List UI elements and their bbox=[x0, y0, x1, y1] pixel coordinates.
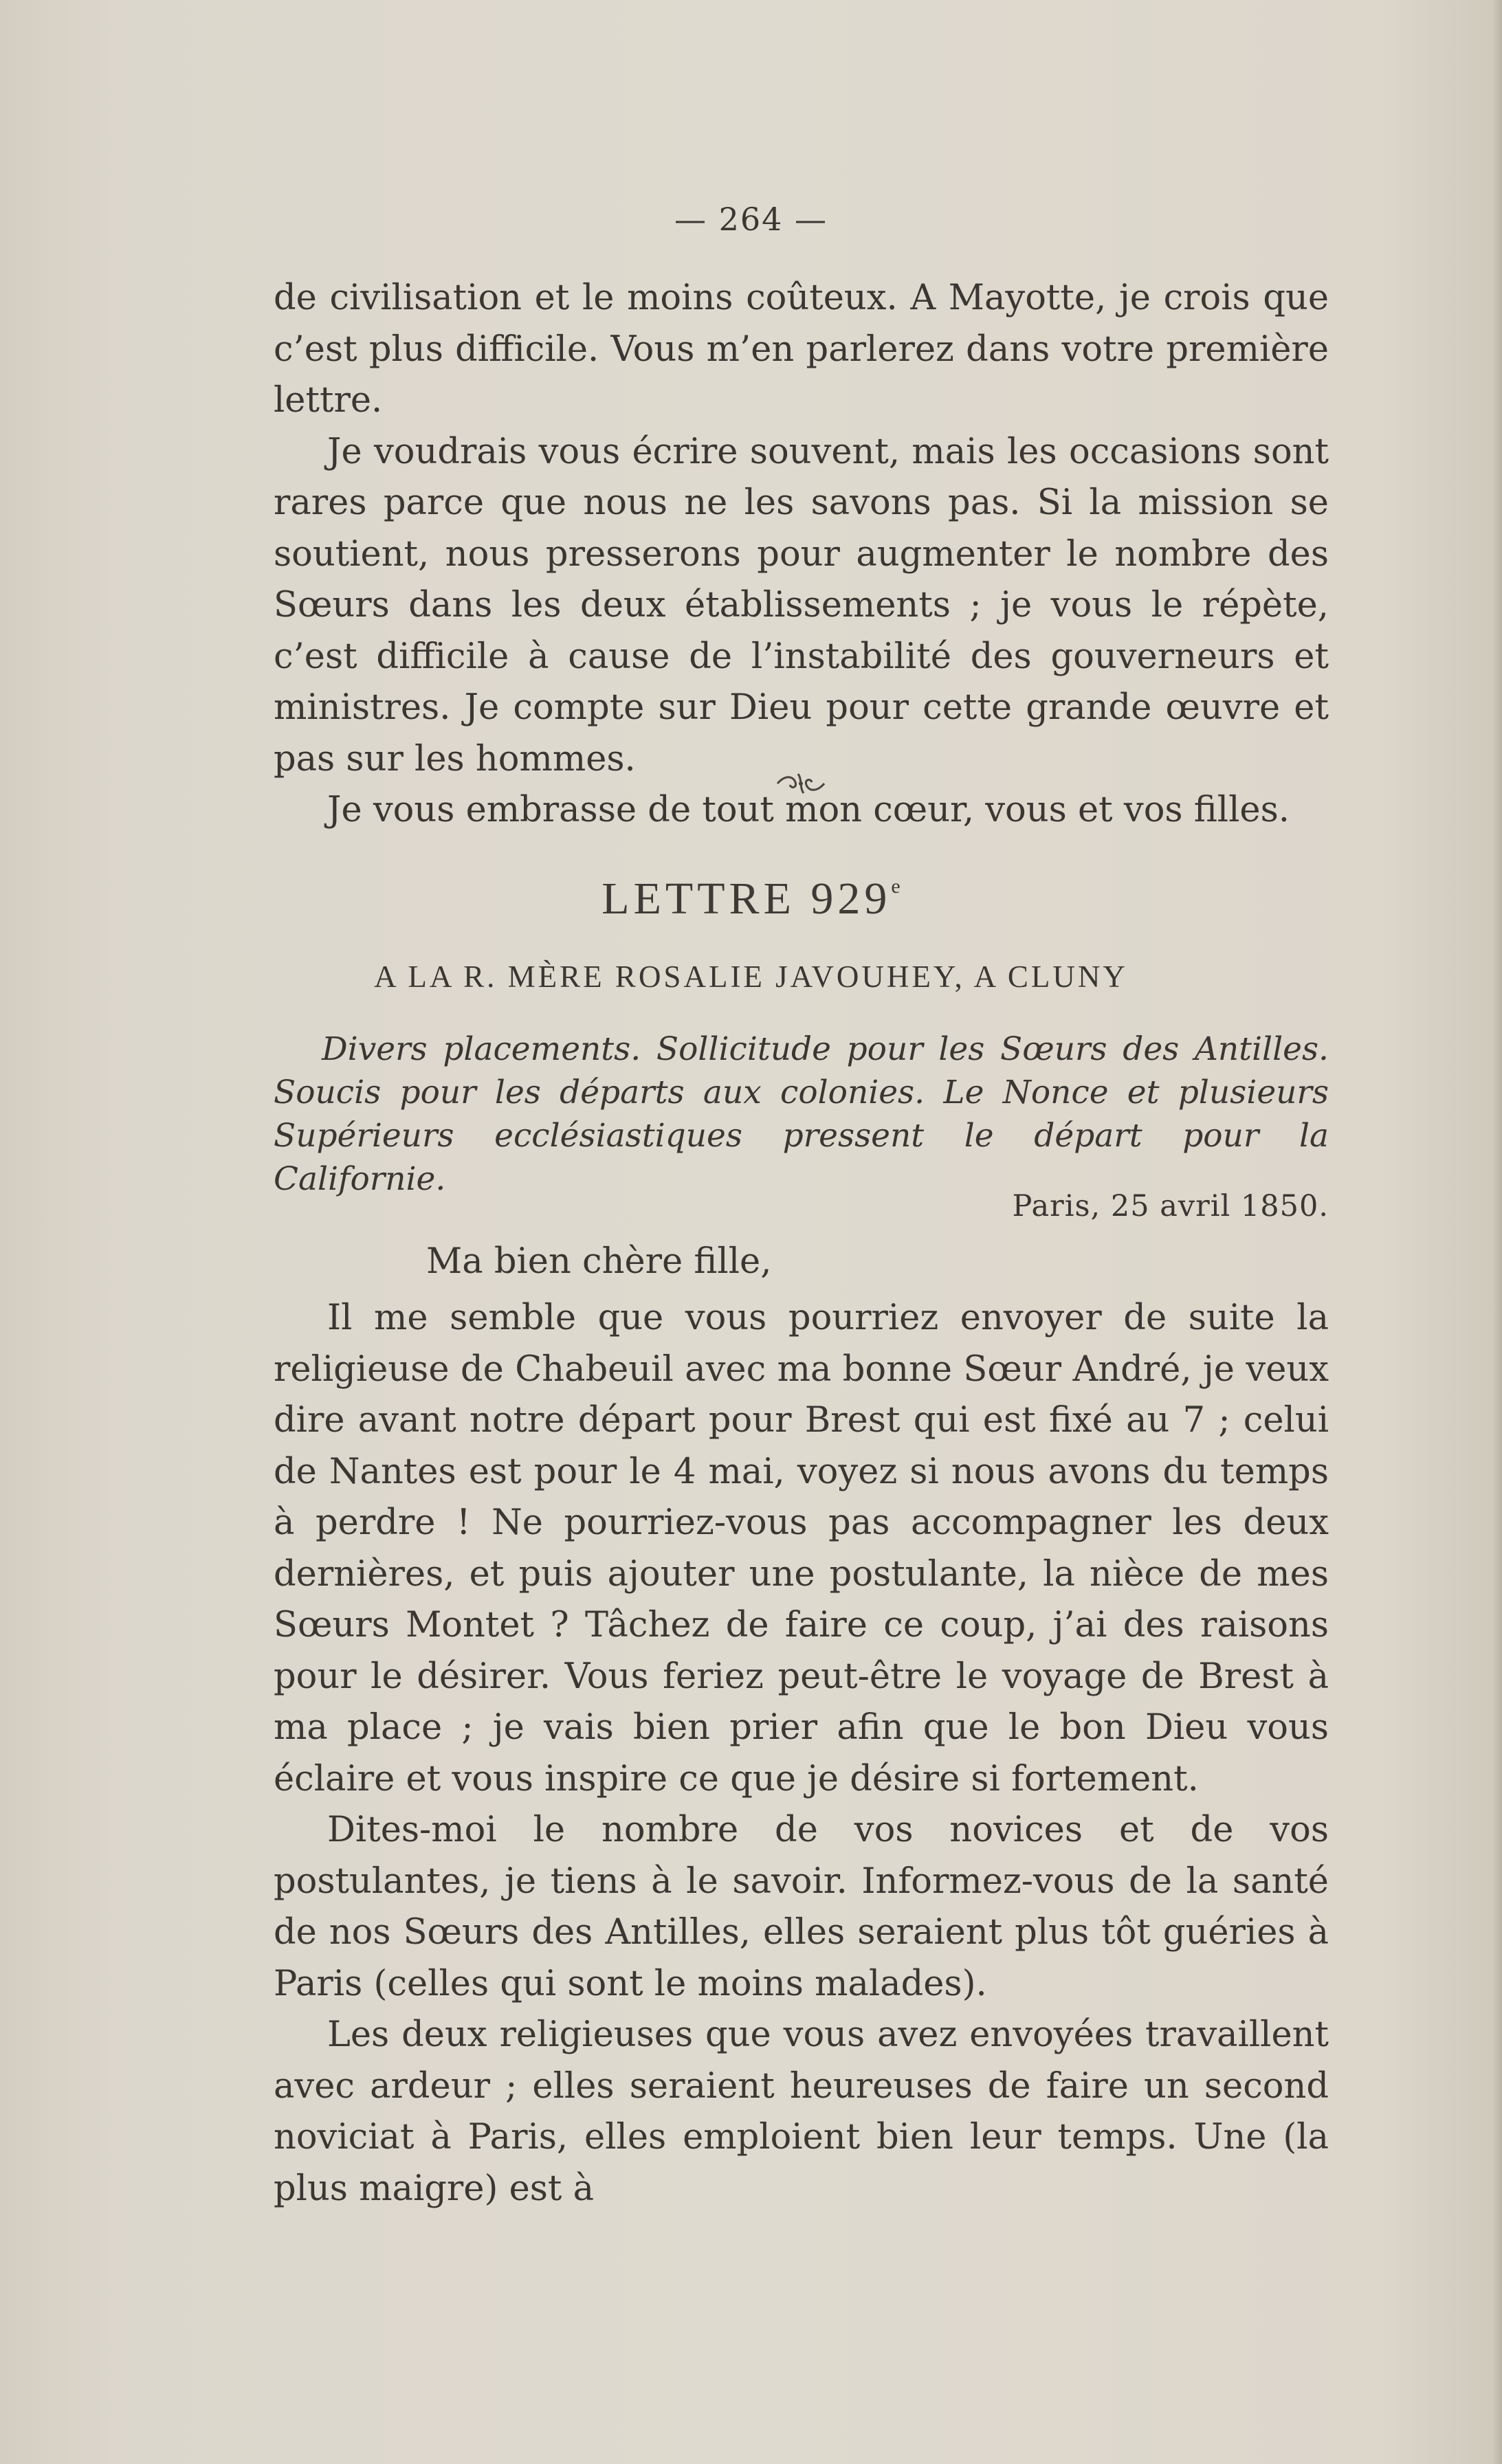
paragraph: de civilisation et le moins coûteux. A Mayotte, je crois que c’est plus difficile. Vous m’en parlerez dans votre première lettre. bbox=[274, 278, 1329, 421]
letter-salutation: Ma bien chère fille, bbox=[426, 1241, 772, 1282]
letter-dateline: Paris, 25 avril 1850. bbox=[1012, 1189, 1329, 1223]
letter-title bbox=[0, 873, 1502, 925]
letter-title-text: LETTRE 929 bbox=[601, 874, 892, 924]
letter-recipient: A LA R. MÈRE ROSALIE JAVOUHEY, A CLUNY bbox=[374, 959, 1128, 994]
fleuron-ornament-icon bbox=[775, 770, 827, 797]
paragraph: Il me semble que vous pourriez envoyer de suite la religieuse de Chabeuil avec ma bonne Sœur André, je veux dire avant notre départ pour Brest qui est fixé au 7 ; celui de Nantes est pour le 4 mai, voyez si nous avons du temps à perdre ! Ne pourriez-vous pas accompagner les deux dernières, et puis ajouter une postulante, la nièce de mes Sœurs Montet ? Tâchez de faire ce coup, j’ai des raisons pour le désirer. Vous feriez peut-être le voyage de Brest à ma place ; je vais bien prier afin que le bon Dieu vous éclaire et vous inspire ce que je désire si fortement. bbox=[274, 1298, 1329, 1799]
page-number: — 264 — bbox=[674, 201, 828, 238]
paragraph: Dites-moi le nombre de vos novices et de vos postulantes, je tiens à le savoir. Informez-vous de la santé de nos Sœurs des Antilles, elles seraient plus tôt guéries à Paris (celles qui sont le moins malades). bbox=[274, 1810, 1329, 2004]
paragraph: Je vous embrasse de tout mon cœur, vous et vos filles. bbox=[327, 790, 1290, 830]
letter-title-suffix: e bbox=[891, 875, 901, 898]
letter-summary bbox=[274, 1028, 1329, 1201]
previous-letter-ending bbox=[274, 273, 1329, 836]
page-edge-shadow bbox=[1492, 0, 1502, 2464]
letter-body bbox=[274, 1293, 1329, 2215]
summary-text: Divers placements. Sollicitude pour les Sœurs des Antilles. Soucis pour les départs aux colonies. Le Nonce et plusieurs Supérieurs ecclésiastiques pressent le départ pour la Californie. bbox=[274, 1030, 1329, 1198]
paragraph: Les deux religieuses que vous avez envoyées travaillent avec ardeur ; elles seraient heureuses de faire un second noviciat à Paris, elles emploient bien leur temps. Une (la plus maigre) est à bbox=[274, 2015, 1329, 2209]
paragraph: Je voudrais vous écrire souvent, mais les occasions sont rares parce que nous ne les savons pas. Si la mission se soutient, nous presserons pour augmenter le nombre des Sœurs dans les deux établissements ; je vous le répète, c’est difficile à cause de l’instabilité des gouverneurs et ministres. Je compte sur Dieu pour cette grande œuvre et pas sur les hommes. bbox=[274, 431, 1329, 779]
